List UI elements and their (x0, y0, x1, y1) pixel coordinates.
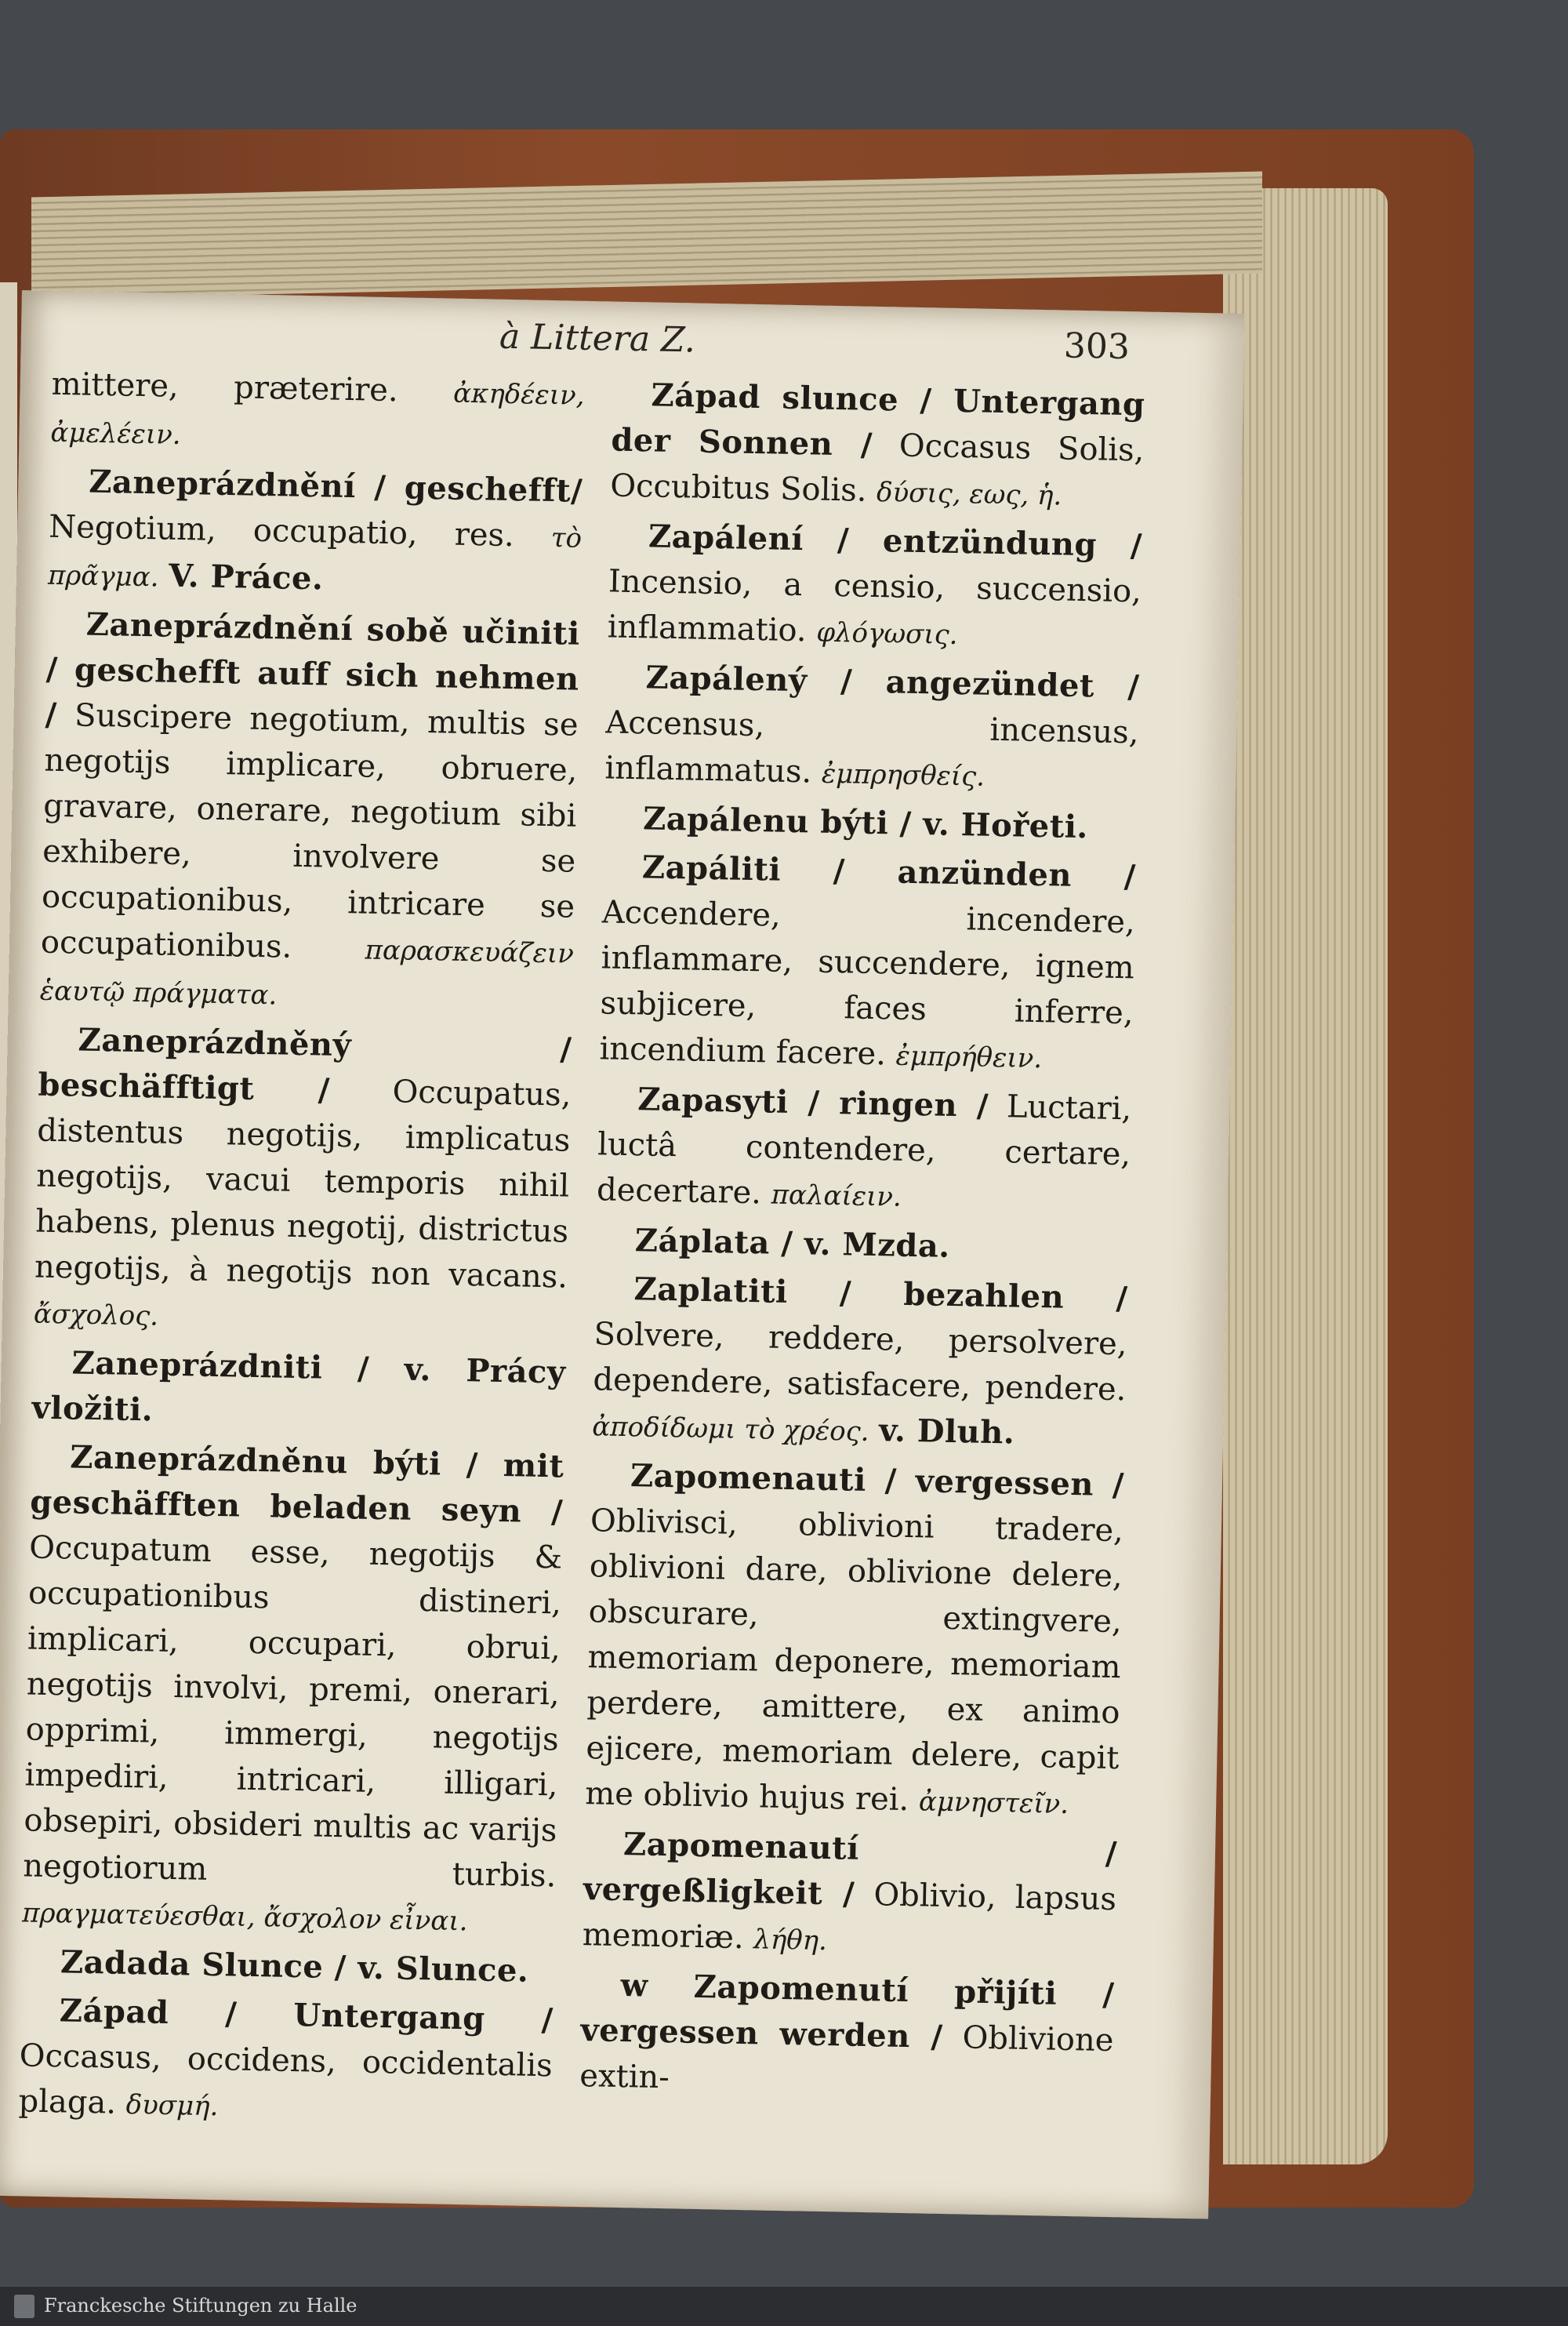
dictionary-entry: mittere, præterire. ἀκηδέειν, ἀμελέειν. (50, 365, 585, 451)
dictionary-entry: Zaneprázdnění sobě učiniti / geschefft auff sich nehmen / Suscipere negotium, multis se negotijs implicare, obruere, gravare, onerare, negotium sibi exhibere, involvere se occupationibus, intricare se occupationibus. παρασκευάζειν ἑαυτῷ πράγματα. (39, 605, 581, 1012)
headword: Zapálení / entzündung / (648, 518, 1143, 565)
page-fore-edge (1223, 188, 1388, 2164)
page-number: 303 (1063, 325, 1131, 368)
greek-gloss: ἀποδίδωμι τὸ χρέος. (591, 1411, 869, 1448)
greek-gloss: λήθη. (753, 1924, 828, 1957)
headword: Zaneprázdněný / beschäfftigt / (38, 1021, 572, 1109)
headword: Zapáliti / anzünden / (641, 849, 1137, 896)
dictionary-entry: Zapáliti / anzünden / Accendere, incendere, inflammare, succendere, ignem subjicere, faces inferre, incendium facere. ἐμπρήθειν. (599, 849, 1137, 1075)
greek-gloss: ἀκηδέειν, ἀμελέειν. (50, 377, 585, 451)
cross-reference: V. Práce. (168, 557, 324, 598)
headword: Zaneprázdnění sobě učiniti / geschefft auff sich nehmen / (45, 605, 581, 733)
greek-gloss: ἐμπρήθειν. (895, 1040, 1043, 1075)
dictionary-entry: Zapomenautí / vergeßligkeit / Oblivio, lapsus memoriæ. λήθη. (582, 1826, 1118, 1957)
headword: Zaplatiti / bezahlen / (633, 1270, 1129, 1317)
dictionary-entry: Zapálení / entzündung / Incensio, a censio, succensio, inflammatio. φλόγωσις. (607, 518, 1143, 651)
dictionary-entry (21, 1939, 555, 1994)
greek-gloss: δύσις, εως, ἡ. (876, 476, 1062, 512)
dictionary-entry: Zapomenauti / vergessen / Oblivisci, oblivioni tradere, oblivioni dare, oblivione delere, obscurare, extingvere, memoriam deponere, memoriam perdere, amittere, ex animo ejicere, memoriam delere, capit me oblivio hujus rei. ἀμνηστεῖν. (584, 1457, 1125, 1820)
dictionary-entry (604, 795, 1138, 851)
greek-gloss: ἐμπρησθείς. (821, 758, 985, 793)
greek-gloss: δυσμή. (125, 2088, 219, 2123)
dictionary-entry: Zaneprázdnění / geschefft/ Negotium, occupatio, res. τὸ πρᾶγμα. V. Práce. (47, 463, 583, 598)
headword: Zapasyti / ringen / (637, 1081, 989, 1125)
greek-gloss: τὸ πρᾶγμα. (47, 522, 583, 594)
greek-gloss: ἀμνηστεῖν. (918, 1786, 1069, 1820)
running-head: à Littera Z. (499, 316, 696, 361)
dictionary-entry (31, 1340, 566, 1441)
dictionary-entry: Zapasyti / ringen / Luctari, luctâ contendere, certare, decertare. παλαίειν. (596, 1081, 1132, 1213)
headword: Zapálenu býti / v. Hořeti. (642, 800, 1089, 846)
institution-logo-icon (14, 2295, 34, 2318)
footer-credit: Franckesche Stiftungen zu Halle (44, 2295, 358, 2317)
dictionary-entry (595, 1217, 1129, 1273)
greek-gloss: ἄσχολος. (33, 1298, 159, 1332)
dictionary-entry: Západ slunce / Untergang der Sonnen / Occasus Solis, Occubitus Solis. δύσις, εως, ἡ. (609, 376, 1145, 512)
headword: Západ / Untergang / (59, 1992, 554, 2039)
dictionary-entry: Západ / Untergang / Occasus, occidens, occidentalis plaga. δυσμή. (18, 1992, 554, 2123)
greek-gloss: παλαίειν. (771, 1179, 902, 1213)
headword: w Zapomenutí přijíti / vergessen werden / (580, 1967, 1115, 2055)
book-page (0, 290, 1245, 2219)
greek-gloss: παρασκευάζειν ἑαυτῷ πράγματα. (39, 934, 575, 1012)
dictionary-entry: Zaneprázdněnu býti / mit geschäfften beladen seyn / Occupatum esse, negotijs & occupationibus distineri, implicari, occupari, obrui, negotijs involvi, premi, onerari, opprimi, immergi, negotijs impediri, intricari, illigari, obsepiri, obsideri multis ac varijs negotiorum turbis. πραγματεύεσθαι, ἄσχολον εἶναι. (21, 1438, 564, 1938)
cross-reference: v. Dluh. (878, 1412, 1015, 1452)
headword: Záplata / v. Mzda. (634, 1222, 951, 1265)
left-column (18, 362, 585, 2139)
dictionary-entry: Zaplatiti / bezahlen / Solvere, reddere, persolvere, dependere, satisfacere, pendere. ἀποδίδωμι τὸ χρέος. v. Dluh. (591, 1270, 1129, 1452)
dictionary-entry: Zaneprázdněný / beschäfftigt / Occupatus, distentus negotijs, implicatus negotijs, vacui temporis nihil habens, plenus negotij, districtus negotijs, à negotijs non vacans. ἄσχολος. (33, 1021, 572, 1332)
dictionary-entry: w Zapomenutí přijíti / vergessen werden / Oblivione extin- (579, 1967, 1115, 2096)
greek-gloss: πραγματεύεσθαι, ἄσχολον εἶναι. (21, 1897, 468, 1938)
headword: Zadada Slunce / v. Slunce. (60, 1943, 529, 1990)
headword: Zaneprázdněnu býti / mit geschäfften beladen seyn / (29, 1438, 564, 1531)
right-column (579, 372, 1145, 2112)
greek-gloss: φλόγωσις. (815, 616, 958, 651)
headword: Zapálený / angezündet / (645, 659, 1141, 706)
dictionary-entry: Zapálený / angezündet / Accensus, incensus, inflammatus. ἐμπρησθείς. (604, 659, 1141, 793)
headword: Zapomenauti / vergessen / (630, 1457, 1125, 1504)
headword: Zapomenautí / vergeßligkeit / (583, 1826, 1118, 1913)
headword: Zaneprázdniti / v. Prácy vložiti. (31, 1344, 567, 1429)
headword: Západ slunce / Untergang der Sonnen / (611, 376, 1145, 463)
headword: Zaneprázdnění / geschefft/ (88, 463, 583, 510)
